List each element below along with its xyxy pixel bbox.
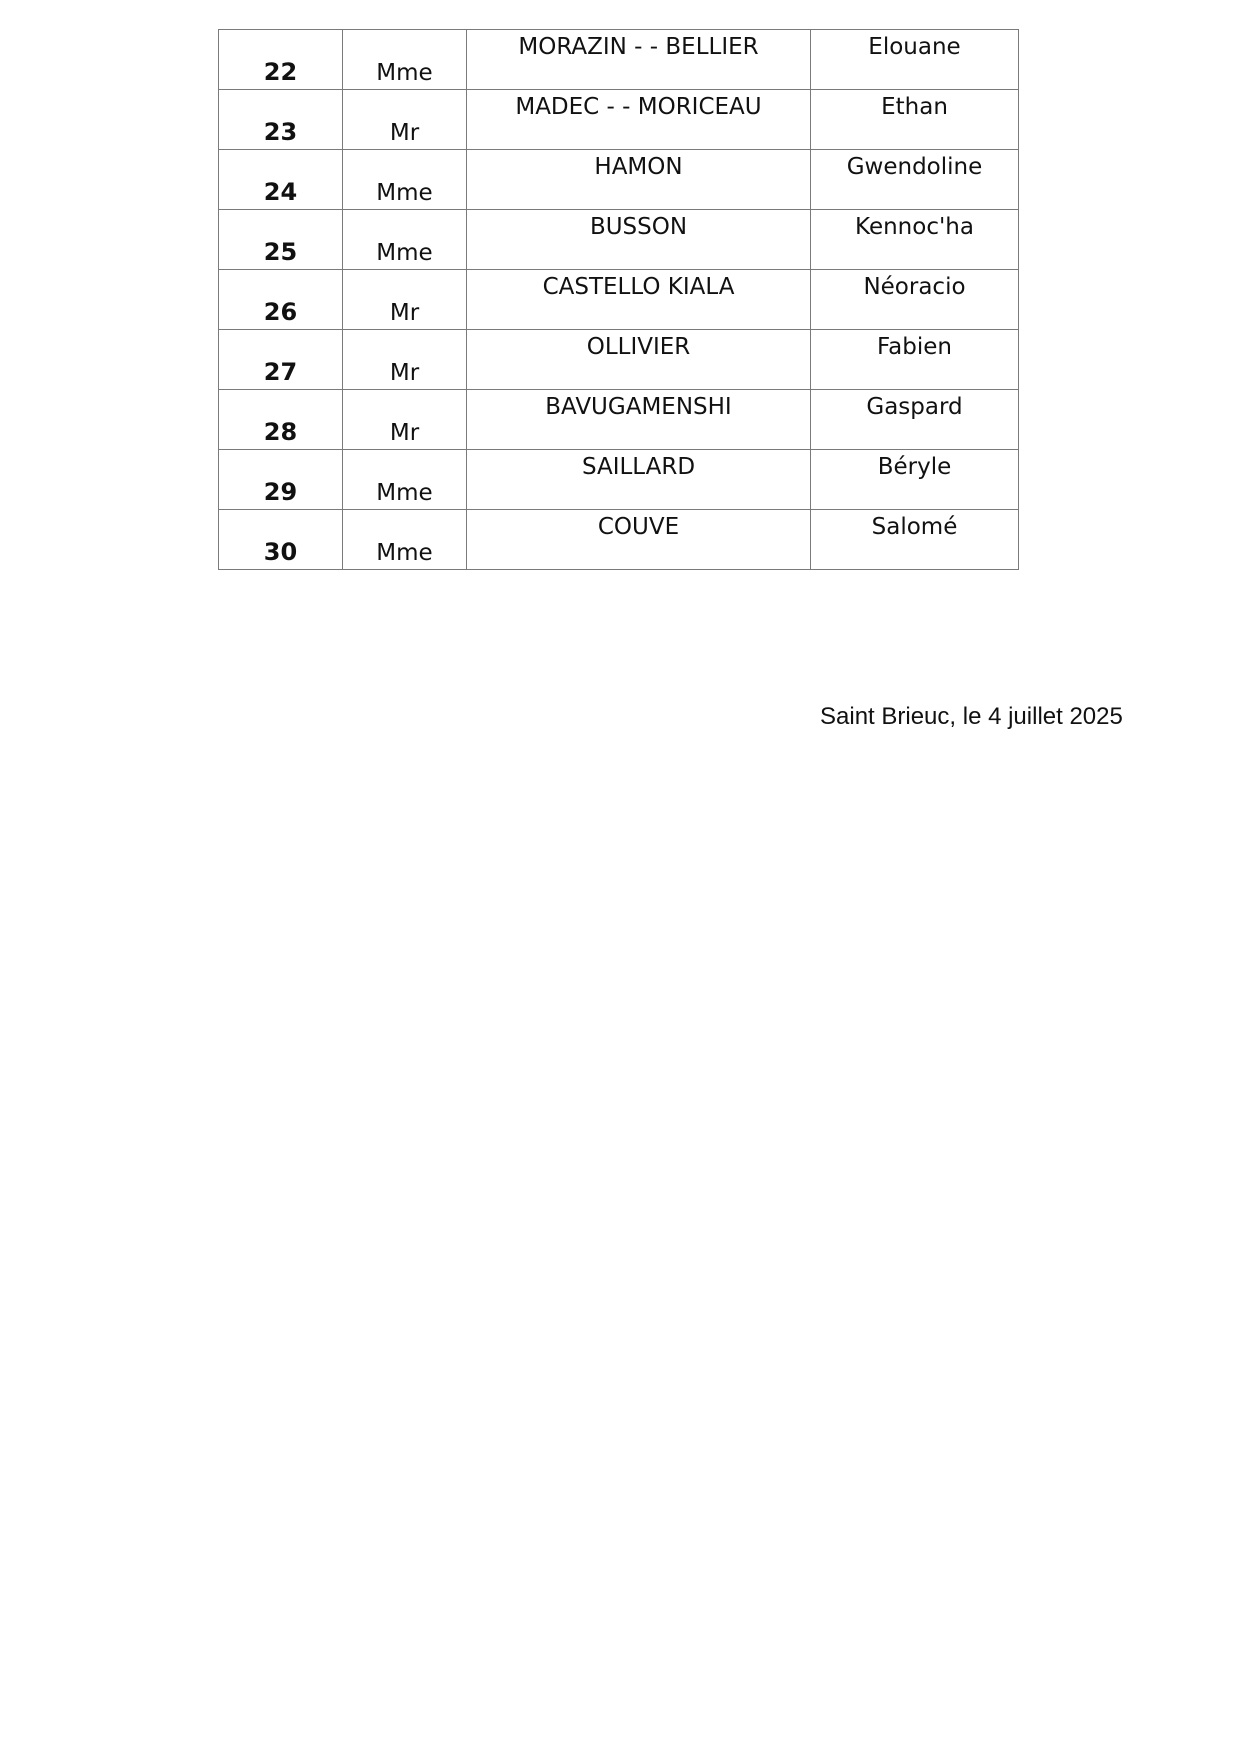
first-name: Gwendoline bbox=[846, 154, 983, 180]
civility-cell bbox=[343, 90, 467, 150]
table-row bbox=[219, 330, 1019, 390]
first-name-cell bbox=[811, 150, 1019, 210]
row-number-cell bbox=[219, 90, 343, 150]
table-row bbox=[219, 30, 1019, 90]
first-name-cell bbox=[811, 450, 1019, 510]
last-name: OLLIVIER bbox=[586, 334, 691, 360]
last-name: BAVUGAMENSHI bbox=[545, 394, 732, 420]
civility: Mme bbox=[376, 540, 433, 566]
civility-cell bbox=[343, 150, 467, 210]
last-name: MADEC - - MORICEAU bbox=[515, 94, 762, 120]
row-number-cell bbox=[219, 450, 343, 510]
table-row bbox=[219, 90, 1019, 150]
last-name-cell bbox=[467, 510, 811, 570]
last-name-cell bbox=[467, 450, 811, 510]
civility: Mr bbox=[389, 120, 420, 146]
first-name: Néoracio bbox=[863, 274, 966, 300]
civility: Mr bbox=[389, 360, 420, 386]
first-name: Elouane bbox=[868, 34, 961, 60]
row-number: 24 bbox=[263, 178, 298, 206]
last-name: CASTELLO KIALA bbox=[542, 274, 735, 300]
last-name: HAMON bbox=[594, 154, 683, 180]
first-name: Ethan bbox=[881, 94, 948, 120]
civility: Mme bbox=[376, 480, 433, 506]
row-number: 26 bbox=[263, 298, 298, 326]
row-number-cell bbox=[219, 150, 343, 210]
row-number: 30 bbox=[263, 538, 298, 566]
civility-cell bbox=[343, 330, 467, 390]
first-name-cell bbox=[811, 390, 1019, 450]
last-name-cell bbox=[467, 270, 811, 330]
row-number: 25 bbox=[263, 238, 298, 266]
row-number-cell bbox=[219, 510, 343, 570]
last-name-cell bbox=[467, 210, 811, 270]
row-number: 28 bbox=[263, 418, 298, 446]
row-number: 22 bbox=[263, 58, 298, 86]
first-name-cell bbox=[811, 30, 1019, 90]
civility-cell bbox=[343, 30, 467, 90]
last-name-cell bbox=[467, 330, 811, 390]
civility: Mr bbox=[389, 300, 420, 326]
first-name: Salomé bbox=[871, 514, 958, 540]
row-number-cell bbox=[219, 390, 343, 450]
civility-cell bbox=[343, 390, 467, 450]
civility-cell bbox=[343, 450, 467, 510]
last-name: BUSSON bbox=[589, 214, 688, 240]
first-name-cell bbox=[811, 90, 1019, 150]
table-row bbox=[219, 450, 1019, 510]
first-name-cell bbox=[811, 510, 1019, 570]
row-number-cell bbox=[219, 270, 343, 330]
row-number: 29 bbox=[263, 478, 298, 506]
first-name: Fabien bbox=[877, 334, 952, 360]
table-row bbox=[219, 390, 1019, 450]
civility: Mme bbox=[376, 180, 433, 206]
first-name-cell bbox=[811, 210, 1019, 270]
last-name: MORAZIN - - BELLIER bbox=[518, 34, 759, 60]
civility-cell bbox=[343, 270, 467, 330]
roster-table bbox=[218, 29, 1019, 570]
first-name: Béryle bbox=[877, 454, 952, 480]
civility: Mme bbox=[376, 240, 433, 266]
last-name: SAILLARD bbox=[581, 454, 696, 480]
table-row bbox=[219, 510, 1019, 570]
last-name-cell bbox=[467, 30, 811, 90]
civility-cell bbox=[343, 210, 467, 270]
last-name-cell bbox=[467, 150, 811, 210]
first-name-cell bbox=[811, 270, 1019, 330]
last-name-cell bbox=[467, 390, 811, 450]
civility: Mr bbox=[389, 420, 420, 446]
civility-cell bbox=[343, 510, 467, 570]
place-and-date: Saint Brieuc, le 4 juillet 2025 bbox=[820, 703, 1123, 730]
first-name: Gaspard bbox=[866, 394, 963, 420]
table-row bbox=[219, 150, 1019, 210]
row-number-cell bbox=[219, 30, 343, 90]
table-row bbox=[219, 270, 1019, 330]
civility: Mme bbox=[376, 60, 433, 86]
table-row bbox=[219, 210, 1019, 270]
first-name-cell bbox=[811, 330, 1019, 390]
row-number: 23 bbox=[263, 118, 298, 146]
first-name: Kennoc'ha bbox=[855, 214, 974, 240]
last-name-cell bbox=[467, 90, 811, 150]
row-number: 27 bbox=[263, 358, 298, 386]
last-name: COUVE bbox=[597, 514, 680, 540]
row-number-cell bbox=[219, 210, 343, 270]
row-number-cell bbox=[219, 330, 343, 390]
